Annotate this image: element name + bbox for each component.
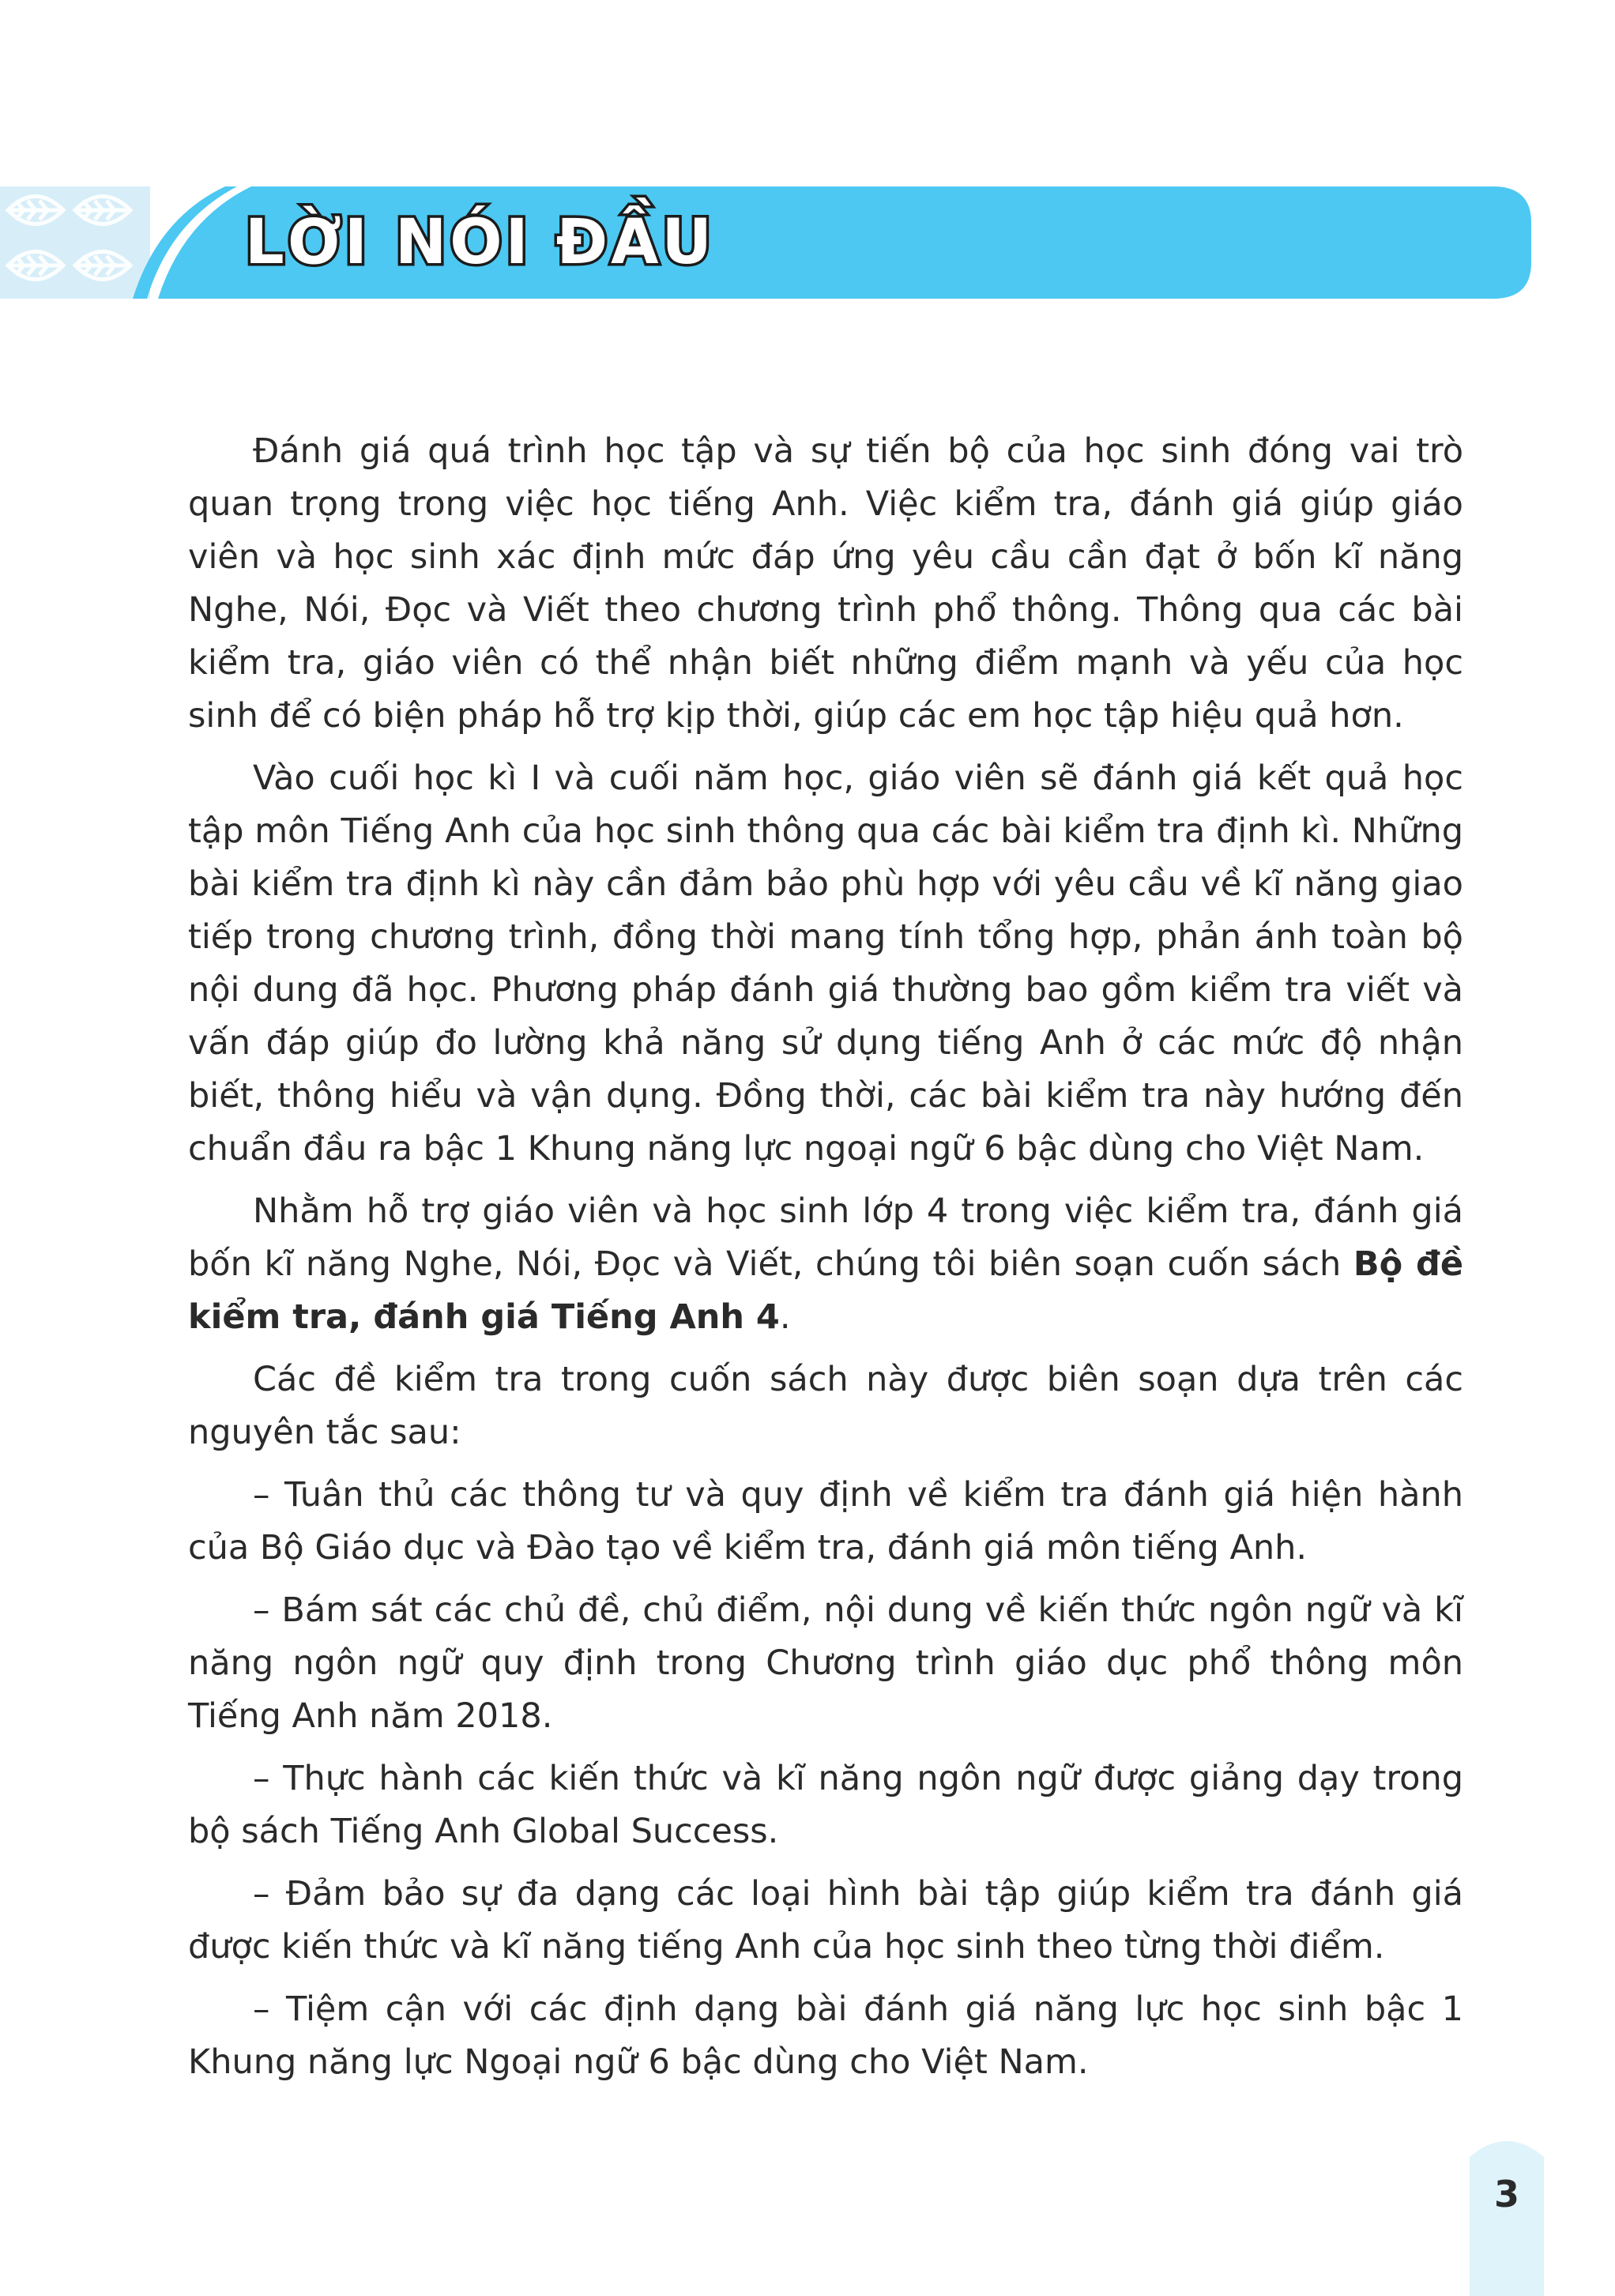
paragraph: Đánh giá quá trình học tập và sự tiến bộ của học sinh đóng vai trò quan trọng trong việc học tiếng Anh. Việc kiểm tra, đánh giá giúp giáo viên và học sinh xác định mức đáp ứng yêu cầu cần đạt ở bốn kĩ năng Nghe, Nói, Đọc và Viết theo chương trình phổ thông. Thông qua các bài kiểm tra, giáo viên có thể nhận biết những điểm mạnh và yếu của học sinh để có biện pháp hỗ trợ kịp thời, giúp các em học tập hiệu quả hơn.	[188, 431, 1463, 736]
paragraph	[188, 1185, 1463, 1344]
paragraph-text: Nhằm hỗ trợ giáo viên và học sinh lớp 4 trong việc kiểm tra, đánh giá bốn kĩ năng Nghe, Nói, Đọc và Viết, chúng tôi biên soạn cuốn sách	[188, 1191, 1463, 1284]
principle-item: – Bám sát các chủ đề, chủ điểm, nội dung về kiến thức ngôn ngữ và kĩ năng ngôn ngữ quy định trong Chương trình giáo dục phổ thông môn Tiếng Anh năm 2018.	[188, 1590, 1463, 1736]
paragraph: Các đề kiểm tra trong cuốn sách này được biên soạn dựa trên các nguyên tắc sau:	[188, 1360, 1463, 1452]
principle-item: – Tuân thủ các thông tư và quy định về kiểm tra đánh giá hiện hành của Bộ Giáo dục và Đào tạo về kiểm tra, đánh giá môn tiếng Anh.	[188, 1475, 1463, 1568]
book-title-bold: Bộ đề kiểm tra, đánh giá Tiếng Anh 4	[188, 1244, 1463, 1337]
principle-item: – Tiệm cận với các định dạng bài đánh giá năng lực học sinh bậc 1 Khung năng lực Ngoại ngữ 6 bậc dùng cho Việt Nam.	[188, 1989, 1463, 2082]
header-banner-background	[0, 186, 1531, 299]
page-title: LỜI NÓI ĐẦU	[245, 207, 715, 278]
page-number: 3	[1493, 2173, 1519, 2215]
chapter-header-banner	[0, 186, 1531, 299]
paragraph: Vào cuối học kì I và cuối năm học, giáo viên sẽ đánh giá kết quả học tập môn Tiếng Anh của học sinh thông qua các bài kiểm tra định kì. Những bài kiểm tra định kì này cần đảm bảo phù hợp với yêu cầu về kĩ năng giao tiếp trong chương trình, đồng thời mang tính tổng hợp, phản ánh toàn bộ nội dung đã học. Phương pháp đánh giá thường bao gồm kiểm tra viết và vấn đáp giúp đo lường khả năng sử dụng tiếng Anh ở các mức độ nhận biết, thông hiểu và vận dụng. Đồng thời, các bài kiểm tra này hướng đến chuẩn đầu ra bậc 1 Khung năng lực ngoại ngữ 6 bậc dùng cho Việt Nam.	[188, 758, 1463, 1169]
paragraph-text: .	[779, 1297, 791, 1337]
principle-item: – Đảm bảo sự đa dạng các loại hình bài tập giúp kiểm tra đánh giá được kiến thức và kĩ năng tiếng Anh của học sinh theo từng thời điểm.	[188, 1874, 1463, 1967]
page-number-tab	[1470, 2133, 1544, 2296]
principle-item: – Thực hành các kiến thức và kĩ năng ngôn ngữ được giảng dạy trong bộ sách Tiếng Anh Global Success.	[188, 1759, 1463, 1851]
preface-body	[188, 425, 1463, 2089]
